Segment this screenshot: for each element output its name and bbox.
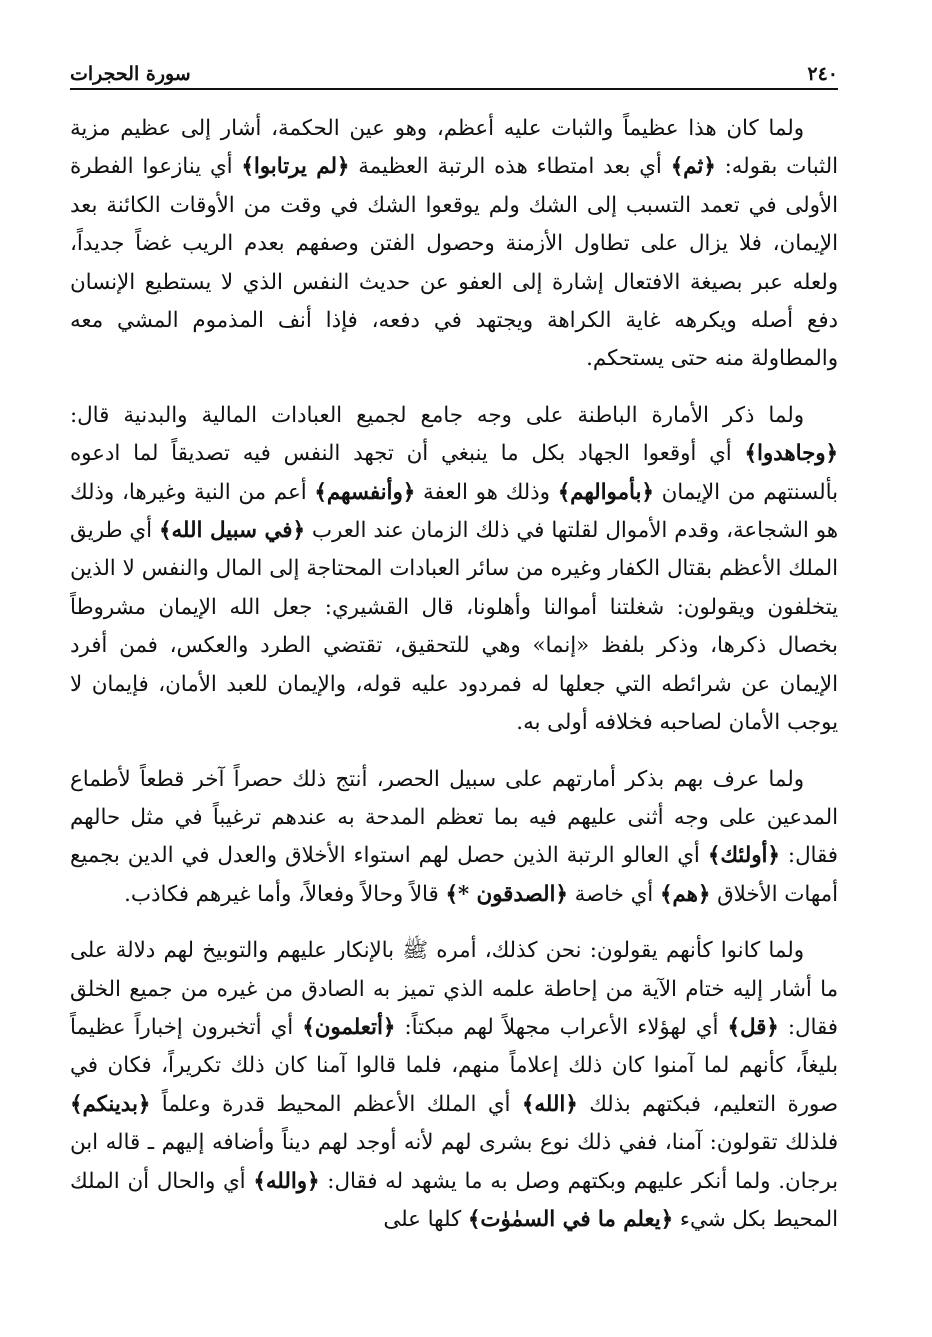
paragraph [70,761,838,915]
commentary-text: أي والحال أن الملك المحيط بكل شيء [70,1168,838,1232]
commentary-text: وذلك هو العفة [415,479,558,505]
page-body [70,110,838,1239]
commentary-text: ولما ذكر الأمارة الباطنة على وجه جامع لجميع العبادات المالية والبدنية قال: [70,402,804,428]
quran-quote: ﴿الله﴾ [521,1091,578,1117]
commentary-text: قالاً وحالاً وفعالاً، وأما غيرهم فكاذب. [124,881,446,907]
commentary-text: أي خاصة [567,881,660,907]
commentary-text: أي بعد امتطاء هذه الرتبة العظيمة [349,154,671,180]
quran-quote: ﴿بأموالهم﴾ [557,479,654,505]
quran-quote: ﴿والله﴾ [253,1168,320,1194]
commentary-text: أي أوقعوا الجهاد بكل ما ينبغي أن تجهد النفس فيه تصديقاً لما ادعوه بألسنتهم من الإيمان [70,441,839,505]
quran-quote: ﴿هم﴾ [659,881,711,907]
page-header [70,52,838,90]
paragraph [70,932,838,1239]
commentary-text: ولما كانوا كأنهم يقولون: نحن كذلك، أمره ﷺ بالإنكار عليهم والتوبيخ لهم دلالة على ما أشار إليه ختام الآية من إحاطة علمه الذي تميز به الصادق من غيره من جميع الخلق فقال: [70,938,838,1040]
book-page [70,52,838,1312]
commentary-text: أي الملك الأعظم المحيط قدرة وعلماً [150,1091,522,1117]
quran-quote: ﴿بدينكم﴾ [70,1091,151,1117]
surah-title: سورة الحجرات [70,63,191,85]
commentary-text: أي طريق الملك الأعظم بقتال الكفار وغيره من سائر العبادات المحتاجة إلى المال والنفس لا الذين يتخلفون ويقولون: شغلتنا أموالنا وأهلونا، قال القشيري: جعل الله الإيمان مشروطاً بخصال ذكرها، وذكر بلفظ «إنما» وهي للتحقيق، تقتضي الطرد والعكس، فمن أفرد الإيمان عن شرائطه التي جعلها له فمردود عليه قوله، والإيمان للعبد الأمان، فإيمان لا يوجب الأمان لصاحبه فخلافه أولى به. [70,518,838,736]
commentary-text: ولما عرف بهم بذكر أمارتهم على سبيل الحصر، أنتج ذلك حصراً آخر قطعاً لأطماع المدعين على وجه أثنى عليهم فيه بما تعظم المدحة به عندهم ترغيباً في مثل حالهم فقال: [70,766,838,869]
quran-quote: ﴿وجاهدوا﴾ [744,441,838,467]
quran-quote: ﴿أولئك﴾ [707,843,780,869]
quran-quote: ﴿الصدقون *﴾ [445,881,568,907]
quran-quote: ﴿يعلم ما في السمٰوٰت﴾ [467,1206,674,1232]
quran-quote: ﴿أتعلمون﴾ [302,1014,396,1040]
quran-quote: ﴿لم يرتابوا﴾ [241,154,350,180]
page-number: ٢٤٠ [807,63,838,85]
paragraph [70,397,838,743]
commentary-text: أعم من النية وغيرها، وذلك هو الشجاعة، وقدم الأموال لقلتها في ذلك الزمان عند العرب [70,479,838,544]
quran-quote: ﴿وأنفسهم﴾ [314,479,416,505]
commentary-text: فلذلك تقولون: آمنا، ففي ذلك نوع بشرى لهم لأنه أوجد لهم ديناً وأضافه إليهم ـ قاله ابن برجان. ولما أنكر عليهم وبكتهم وصل به ما يشهد له فقال: [70,1130,838,1194]
commentary-text: أي العالو الرتبة الذين حصل لهم استواء الأخلاق والعدل في الدين بجميع أمهات الأخلاق [70,843,838,907]
quran-quote: ﴿في سبيل الله﴾ [159,518,305,544]
commentary-text: أي أتخبرون إخباراً عظيماً بليغاً، كأنهم لما آمنوا كان ذلك إعلاماً منهم، فلما قالوا آمنا كان ذلك تكريراً، فكان في صورة التعليم، فبكتهم بذلك [70,1014,838,1117]
quran-quote: ﴿ثم﴾ [670,154,716,180]
commentary-text: ولما كان هذا عظيماً والثبات عليه أعظم، وهو عين الحكمة، أشار إلى عظيم مزية الثبات بقوله: [70,116,838,180]
commentary-text: أي لهؤلاء الأعراب مجهلاً لهم مبكتاً: [395,1014,728,1040]
commentary-text: كلها على [383,1206,468,1232]
paragraph [70,110,838,379]
quran-quote: ﴿قل﴾ [727,1014,779,1040]
commentary-text: أي ينازعوا الفطرة الأولى في تعمد التسبب إلى الشك ولم يوقعوا الشك في وقت من الأوقات الكائنة بعد الإيمان، فلا يزال على تطاول الأزمنة وحصول الفتن وصفهم بعدم الريب غضاً جديداً، ولعله عبر بصيغة الافتعال إشارة إلى العفو عن حديث النفس الذي لا يستطيع الإنسان دفع أصله ويكرهه غاية الكراهة ويجتهد في دفعه، فإذا أنف المذموم المشي معه والمطاولة منه حتى يستحكم. [70,154,838,372]
